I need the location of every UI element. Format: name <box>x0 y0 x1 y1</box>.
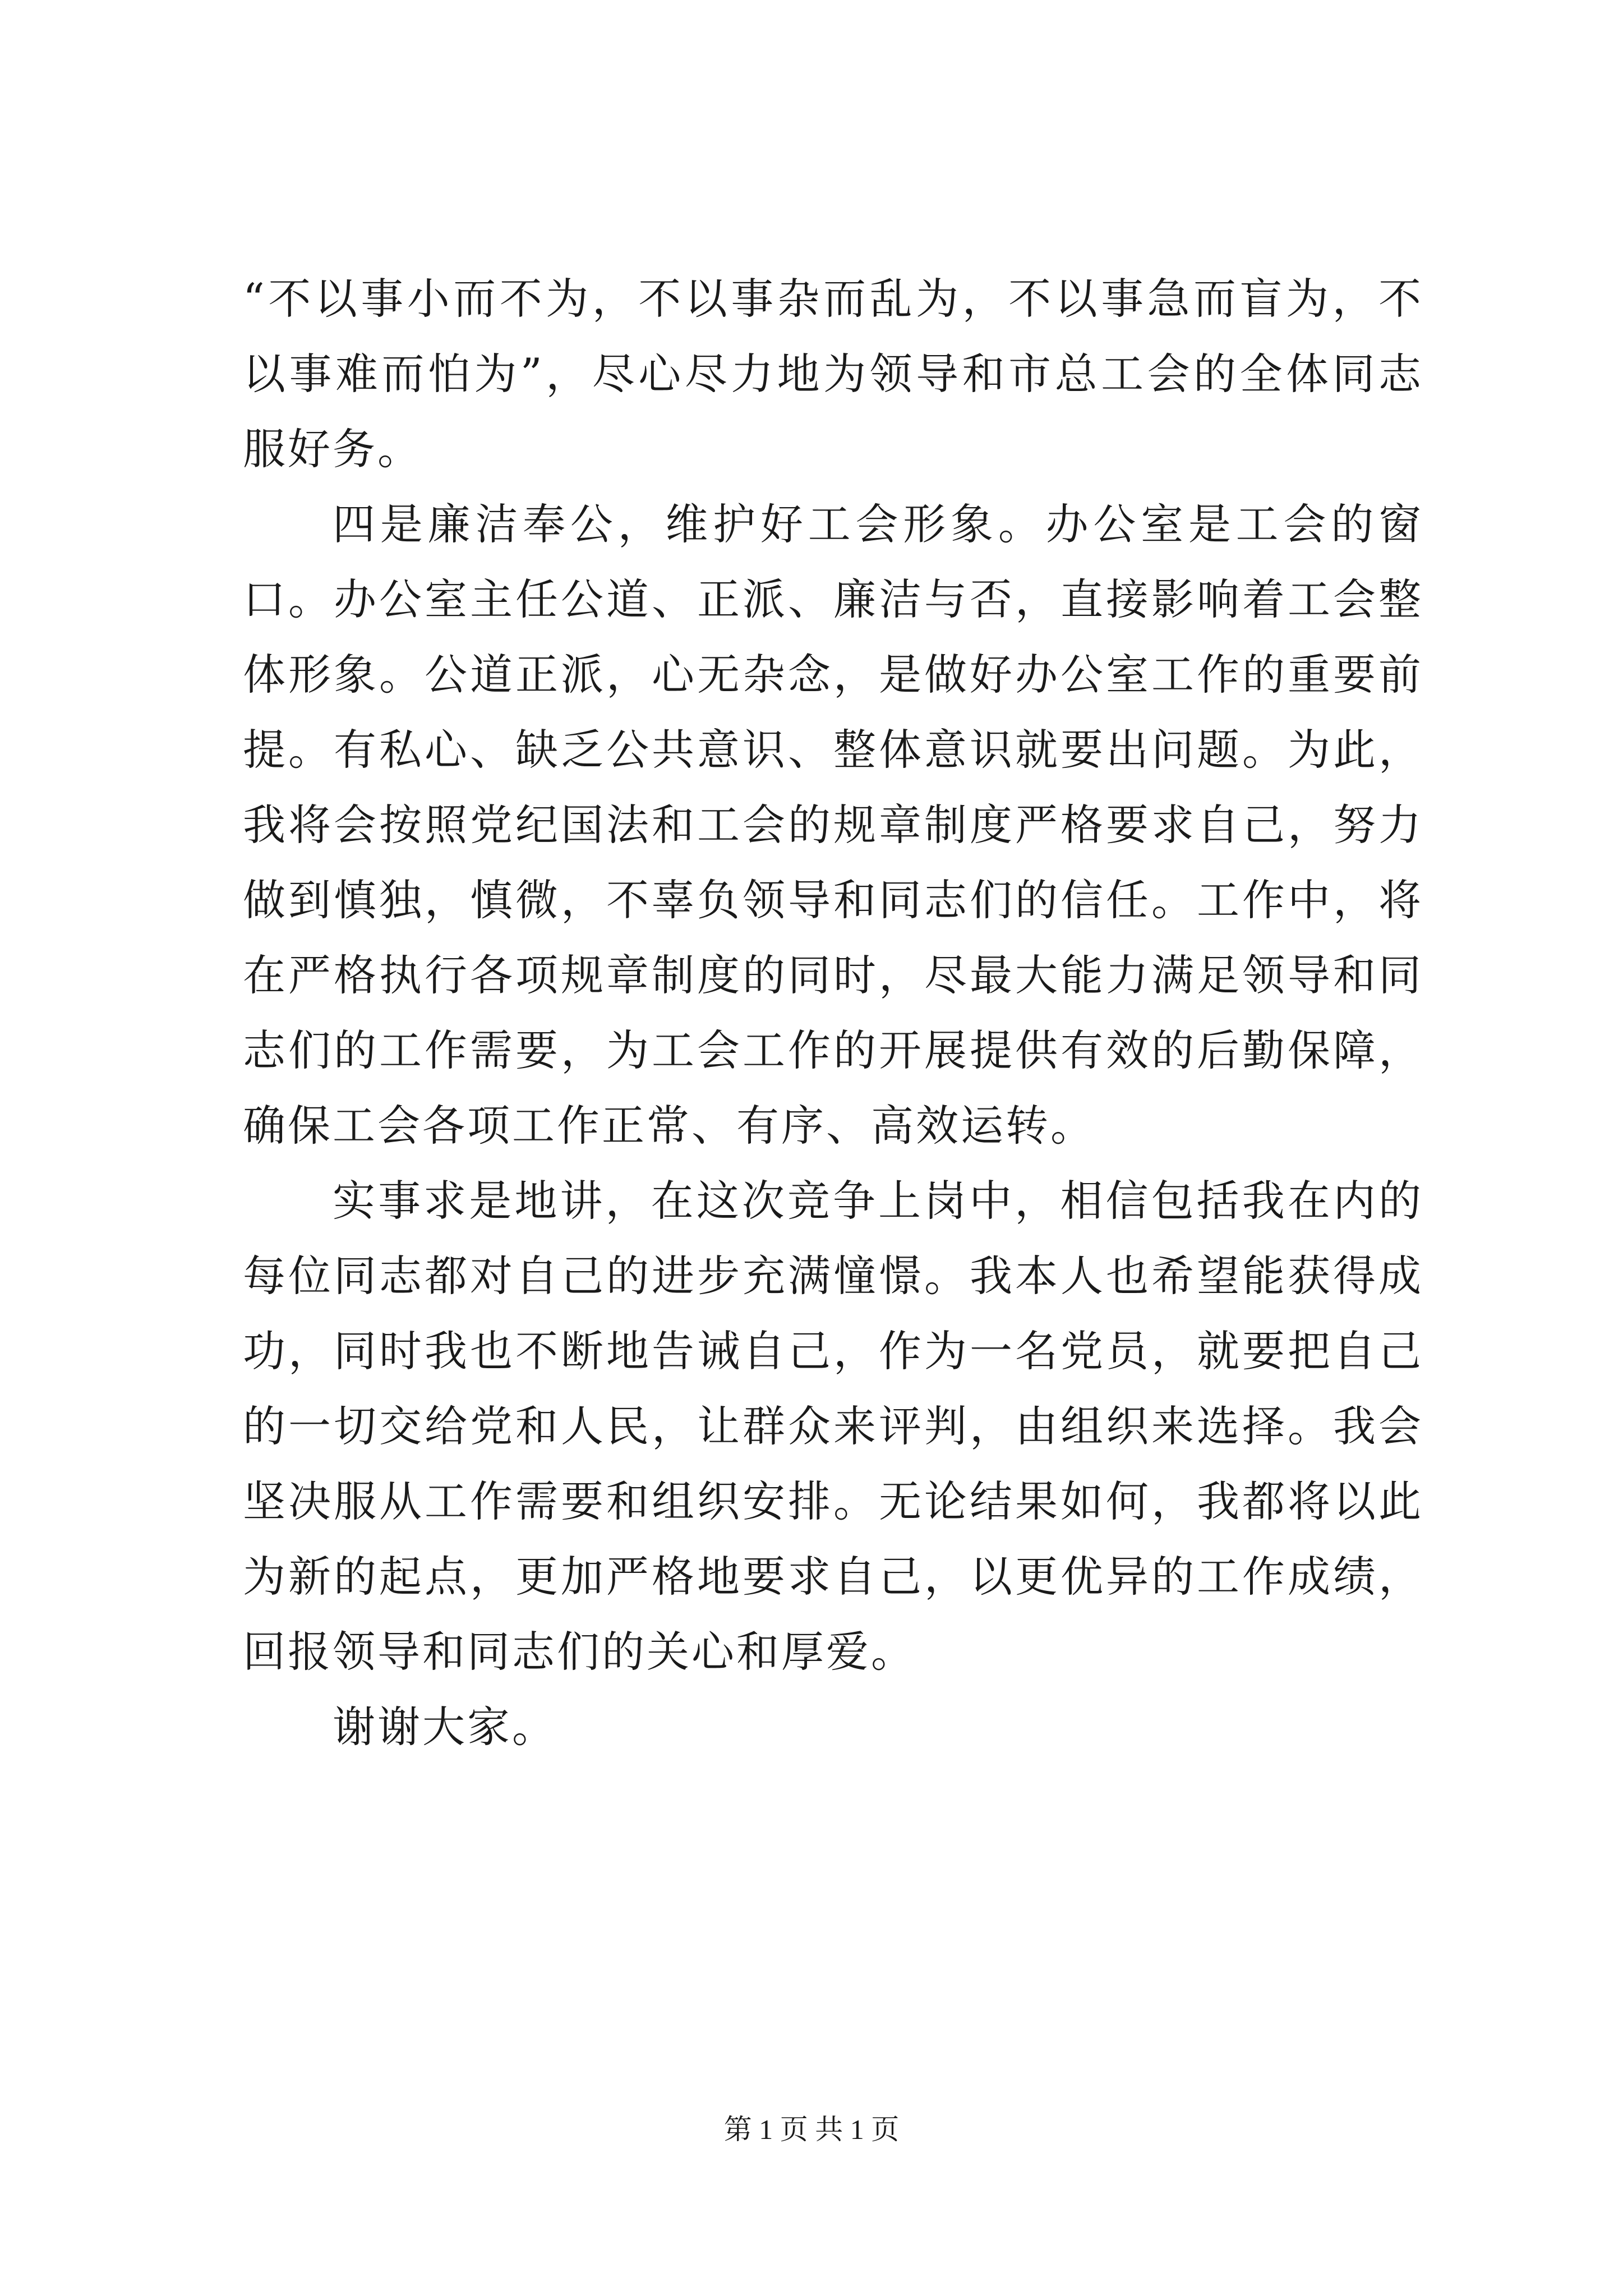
document-body <box>243 261 1423 1765</box>
paragraph-conclusion: 实事求是地讲，在这次竞争上岗中，相信包括我在内的每位同志都对自己的进步充满憧憬。我本人也希望能获得成功，同时我也不断地告诫自己，作为一名党员，就要把自己的一切交给党和人民，让群众来评判，由组织来选择。我会坚决服从工作需要和组织安排。无论结果如何，我都将以此为新的起点，更加严格地要求自己，以更优异的工作成绩，回报领导和同志们的关心和厚爱。 <box>243 1176 1423 1677</box>
paragraph-continuation: “不以事小而不为，不以事杂而乱为，不以事急而盲为，不以事难而怕为”，尽心尽力地为领导和市总工会的全体同志服好务。 <box>243 274 1423 474</box>
paragraph-thanks: 谢谢大家。 <box>333 1702 557 1752</box>
page-footer: 第 1 页 共 1 页 <box>723 2114 900 2145</box>
paragraph-integrity: 四是廉洁奉公，维护好工会形象。办公室是工会的窗口。办公室主任公道、正派、廉洁与否，直接影响着工会整体形象。公道正派，心无杂念，是做好办公室工作的重要前提。有私心、缺乏公共意识、整体意识就要出问题。为此，我将会按照党纪国法和工会的规章制度严格要求自己，努力做到慎独，慎微，不辜负领导和同志们的信任。工作中，将在严格执行各项规章制度的同时，尽最大能力满足领导和同志们的工作需要，为工会工作的开展提供有效的后勤保障，确保工会各项工作正常、有序、高效运转。 <box>243 499 1423 1151</box>
